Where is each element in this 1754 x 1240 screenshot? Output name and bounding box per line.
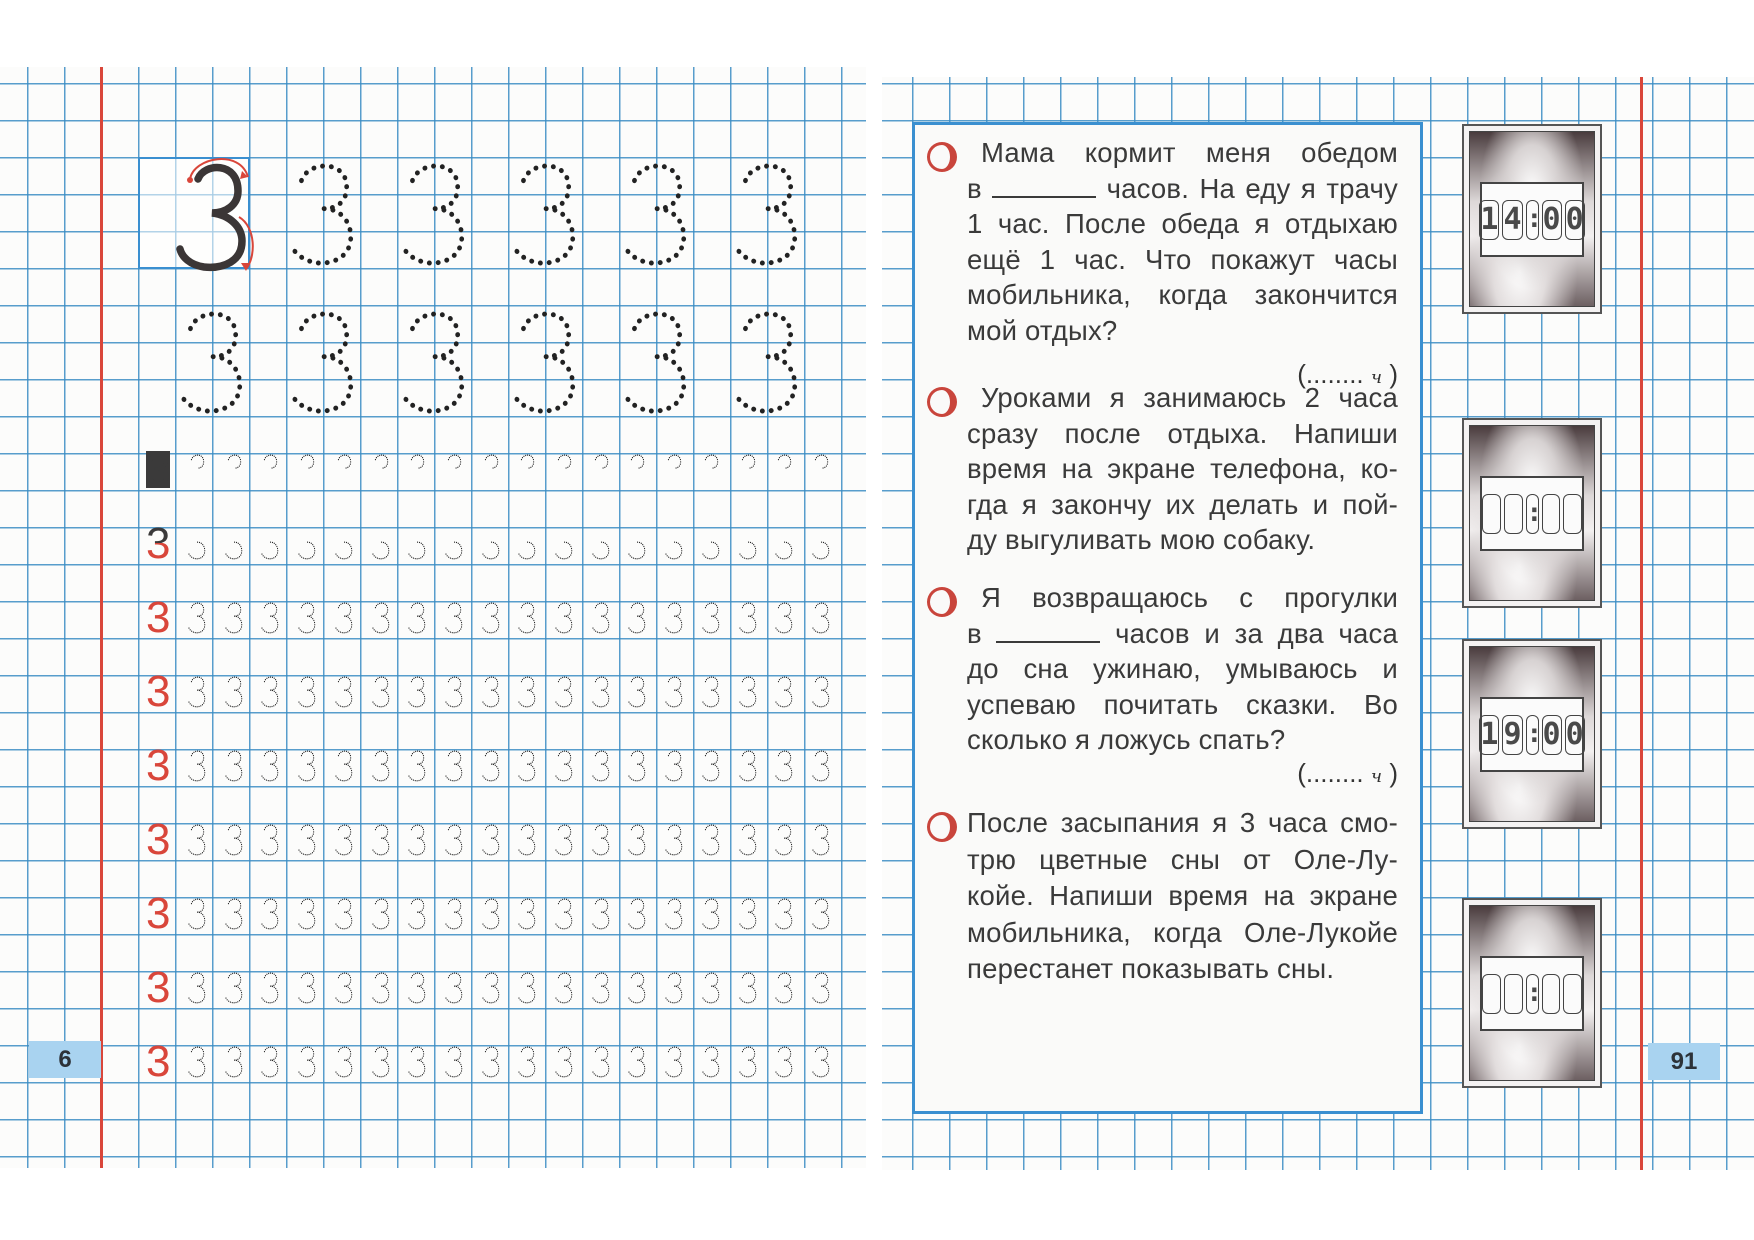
task-bullet-icon: [927, 812, 957, 842]
dotted-digit-3-small: [224, 971, 244, 1004]
dotted-digit-3-small: [224, 749, 244, 782]
dotted-digit-3-small: [591, 1045, 611, 1078]
dotted-digit-3-small: [738, 823, 758, 856]
dotted-digit-3-small: [554, 527, 574, 560]
left-page-digit-3-copybook: [0, 67, 866, 1168]
page-number-right: 91: [1648, 1043, 1720, 1080]
task-4-text: После засыпания я 3 часа смо- трю цветные сны от Оле-Лу- койе. Напиши время на экране мобильника, когда Оле-Лукойе перестанет показывать сны.: [967, 807, 1398, 984]
phone-screen: [1469, 131, 1595, 307]
phone-screen: [1469, 905, 1595, 1081]
dotted-digit-3-small: [371, 453, 391, 486]
dotted-digit-3-small: [260, 453, 280, 486]
dotted-digit-3-small: [187, 823, 207, 856]
reference-digit-3: 3: [146, 445, 171, 494]
dotted-digit-3-small: [481, 453, 501, 486]
dotted-digit-3-small: [664, 749, 684, 782]
dotted-digit-3-small: [260, 1045, 280, 1078]
dotted-digit-3-small: [444, 971, 464, 1004]
phone-clock-3: [1462, 639, 1602, 829]
dotted-digit-3-small: [371, 675, 391, 708]
dotted-digit-3-small: [738, 749, 758, 782]
dotted-digit-3-small: [774, 971, 794, 1004]
dotted-digit-3-small: [407, 601, 427, 634]
reference-digit-3: 3: [146, 815, 171, 864]
dotted-digit-3-small: [664, 675, 684, 708]
dotted-digit-3-small: [224, 453, 244, 486]
dotted-digit-3-small: [334, 823, 354, 856]
dotted-digit-3-small: [774, 1045, 794, 1078]
dotted-digit-3-small: [444, 601, 464, 634]
dotted-digit-3-small: [224, 1045, 244, 1078]
page-number-left: 6: [29, 1041, 101, 1078]
dotted-digit-3-small: [224, 601, 244, 634]
dotted-digit-3-small: [554, 1045, 574, 1078]
dotted-digit-3-small: [407, 897, 427, 930]
dotted-digit-3-large: [285, 159, 359, 267]
dotted-digit-3-small: [774, 675, 794, 708]
answer-blank-1[interactable]: [992, 174, 1096, 198]
dotted-digit-3-small: [334, 1045, 354, 1078]
dotted-digit-3-small: [407, 453, 427, 486]
dotted-digit-3-small: [260, 527, 280, 560]
dotted-digit-3-small: [738, 601, 758, 634]
dotted-digit-3-small: [187, 749, 207, 782]
dotted-digit-3-small: [774, 823, 794, 856]
red-margin-line: [100, 67, 103, 1168]
dotted-digit-3-small: [407, 675, 427, 708]
dotted-digit-3-small: [701, 1045, 721, 1078]
dotted-digit-3-small: [481, 601, 501, 634]
dotted-digit-3-small: [260, 823, 280, 856]
dotted-digit-3-small: [407, 971, 427, 1004]
dotted-digit-3-small: [224, 527, 244, 560]
dotted-digit-3-small: [517, 527, 537, 560]
dotted-digit-3-small: [224, 897, 244, 930]
dotted-digit-3-small: [517, 1045, 537, 1078]
dotted-digit-3-small: [774, 601, 794, 634]
dotted-digit-3-small: [334, 527, 354, 560]
clock-display: 1 4 : 0 0: [1480, 182, 1584, 257]
right-page-time-tasks: [882, 77, 1754, 1170]
dotted-digit-3-small: [738, 453, 758, 486]
dotted-digit-3-small: [664, 897, 684, 930]
dotted-digit-3-small: [554, 897, 574, 930]
dotted-digit-3-large: [507, 307, 581, 415]
dotted-digit-3-small: [627, 1045, 647, 1078]
dotted-digit-3-small: [334, 749, 354, 782]
clock-display-answer[interactable]: :: [1480, 956, 1584, 1031]
clock-display: 1 9 : 0 0: [1480, 697, 1584, 772]
dotted-digit-3-small: [591, 823, 611, 856]
phone-clock-4-blank: [1462, 898, 1602, 1088]
dotted-digit-3-small: [554, 453, 574, 486]
dotted-digit-3-small: [701, 749, 721, 782]
dotted-digit-3-small: [187, 601, 207, 634]
dotted-digit-3-small: [591, 675, 611, 708]
answer-hours-field-1[interactable]: (........ ч ): [1297, 359, 1398, 389]
phone-clock-1: [1462, 124, 1602, 314]
dotted-digit-3-small: [517, 897, 537, 930]
dotted-digit-3-small: [371, 527, 391, 560]
answer-blank-3[interactable]: [996, 619, 1100, 643]
dotted-digit-3-small: [407, 823, 427, 856]
dotted-digit-3-small: [444, 453, 464, 486]
dotted-digit-3-small: [187, 1045, 207, 1078]
dotted-digit-3-large: [729, 307, 803, 415]
dotted-digit-3-small: [591, 897, 611, 930]
dotted-digit-3-small: [517, 971, 537, 1004]
dotted-digit-3-small: [664, 601, 684, 634]
dotted-digit-3-large: [618, 307, 692, 415]
dotted-digit-3-large: [507, 159, 581, 267]
dotted-digit-3-small: [297, 1045, 317, 1078]
dotted-digit-3-small: [811, 601, 831, 634]
dotted-digit-3-small: [517, 601, 537, 634]
dotted-digit-3-small: [627, 971, 647, 1004]
dotted-digit-3-small: [701, 675, 721, 708]
dotted-digit-3-small: [591, 527, 611, 560]
dotted-digit-3-small: [444, 1045, 464, 1078]
dotted-digit-3-small: [481, 823, 501, 856]
dotted-digit-3-small: [811, 971, 831, 1004]
dotted-digit-3-small: [371, 1045, 391, 1078]
dotted-digit-3-small: [554, 675, 574, 708]
dotted-digit-3-small: [627, 749, 647, 782]
dotted-digit-3-small: [627, 897, 647, 930]
dotted-digit-3-small: [627, 453, 647, 486]
dotted-digit-3-small: [444, 749, 464, 782]
task-bullet-icon: [927, 387, 957, 417]
dotted-digit-3-small: [334, 971, 354, 1004]
dotted-digit-3-small: [260, 675, 280, 708]
dotted-digit-3-small: [334, 453, 354, 486]
reference-digit-3: 3: [146, 667, 171, 716]
task-2-text: Уроками я занимаюсь 2 часа сразу после отдыха. Напиши время на экране телефона, ко- гда я закончу их делать и пой- ду выгуливать мою собаку.: [967, 382, 1398, 555]
dotted-digit-3-small: [260, 601, 280, 634]
dotted-digit-3-small: [407, 749, 427, 782]
dotted-digit-3-small: [407, 1045, 427, 1078]
dotted-digit-3-small: [187, 675, 207, 708]
task-1-text: Мама кормит меня обедом в часов. На еду я трачу 1 час. После обеда я отдыхаю ещё 1 час. Что покажут часы мобильника, когда закончится мой отдых?: [967, 137, 1399, 346]
dotted-digit-3-small: [297, 675, 317, 708]
dotted-digit-3-small: [297, 601, 317, 634]
phone-clock-2-blank: [1462, 418, 1602, 608]
dotted-digit-3-small: [260, 897, 280, 930]
dotted-digit-3-small: [371, 897, 391, 930]
dotted-digit-3-small: [701, 453, 721, 486]
dotted-digit-3-small: [627, 527, 647, 560]
reference-digit-3: 3: [146, 741, 171, 790]
phone-screen: [1469, 646, 1595, 822]
dotted-digit-3-small: [554, 971, 574, 1004]
dotted-digit-3-small: [664, 971, 684, 1004]
dotted-digit-3-small: [297, 897, 317, 930]
dotted-digit-3-small: [738, 527, 758, 560]
dotted-digit-3-small: [517, 823, 537, 856]
dotted-digit-3-small: [334, 675, 354, 708]
dotted-digit-3-large: [285, 307, 359, 415]
red-margin-line-right: [1640, 77, 1643, 1170]
dotted-digit-3-small: [701, 601, 721, 634]
dotted-digit-3-small: [297, 823, 317, 856]
dotted-digit-3-small: [407, 527, 427, 560]
task-3-text: Я возвращаюсь с прогулки в часов и за два часа до сна ужинаю, умываюсь и успеваю почитать сказки. Во сколько я ложусь спать?: [967, 582, 1398, 755]
dotted-digit-3-small: [481, 897, 501, 930]
dotted-digit-3-small: [627, 675, 647, 708]
reference-digit-3: 3: [146, 519, 171, 568]
dotted-digit-3-small: [371, 971, 391, 1004]
dotted-digit-3-small: [738, 897, 758, 930]
dotted-digit-3-small: [444, 897, 464, 930]
dotted-digit-3-small: [627, 601, 647, 634]
dotted-digit-3-small: [481, 527, 501, 560]
dotted-digit-3-small: [517, 749, 537, 782]
dotted-digit-3-small: [738, 675, 758, 708]
dotted-digit-3-small: [738, 1045, 758, 1078]
task-bullet-icon: [927, 142, 957, 172]
dotted-digit-3-small: [517, 675, 537, 708]
dotted-digit-3-small: [811, 823, 831, 856]
dotted-digit-3-small: [811, 675, 831, 708]
dotted-digit-3-small: [774, 527, 794, 560]
dotted-digit-3-small: [517, 453, 537, 486]
dotted-digit-3-small: [811, 749, 831, 782]
dotted-digit-3-small: [187, 971, 207, 1004]
dotted-digit-3-small: [554, 823, 574, 856]
dotted-digit-3-small: [481, 675, 501, 708]
dotted-digit-3-small: [334, 897, 354, 930]
dotted-digit-3-small: [701, 823, 721, 856]
dotted-digit-3-small: [260, 971, 280, 1004]
task-bullet-icon: [927, 587, 957, 617]
dotted-digit-3-small: [260, 749, 280, 782]
dotted-digit-3-small: [811, 1045, 831, 1078]
dotted-digit-3-large: [396, 159, 470, 267]
dotted-digit-3-large: [729, 159, 803, 267]
dotted-digit-3-small: [591, 971, 611, 1004]
dotted-digit-3-small: [444, 527, 464, 560]
clock-display-answer[interactable]: :: [1480, 476, 1584, 551]
dotted-digit-3-small: [664, 527, 684, 560]
dotted-digit-3-large: [174, 307, 248, 415]
dotted-digit-3-small: [444, 823, 464, 856]
dotted-digit-3-small: [297, 749, 317, 782]
dotted-digit-3-small: [334, 601, 354, 634]
dotted-digit-3-small: [481, 749, 501, 782]
dotted-digit-3-small: [297, 453, 317, 486]
task-box: [912, 122, 1423, 1114]
dotted-digit-3-small: [481, 971, 501, 1004]
dotted-digit-3-small: [701, 897, 721, 930]
dotted-digit-3-small: [554, 749, 574, 782]
dotted-digit-3-small: [187, 527, 207, 560]
dotted-digit-3-small: [554, 601, 574, 634]
reference-digit-3: 3: [146, 1037, 171, 1086]
reference-digit-3: 3: [146, 593, 171, 642]
dotted-digit-3-small: [371, 823, 391, 856]
dotted-digit-3-small: [187, 453, 207, 486]
dotted-digit-3-small: [224, 823, 244, 856]
dotted-digit-3-small: [591, 453, 611, 486]
dotted-digit-3-small: [811, 453, 831, 486]
dotted-digit-3-small: [591, 601, 611, 634]
dotted-digit-3-small: [297, 971, 317, 1004]
reference-digit-3: 3: [146, 963, 171, 1012]
dotted-digit-3-small: [774, 453, 794, 486]
dotted-digit-3-small: [701, 971, 721, 1004]
reference-digit-3: 3: [146, 889, 171, 938]
dotted-digit-3-small: [481, 1045, 501, 1078]
dotted-digit-3-small: [224, 675, 244, 708]
dotted-digit-3-small: [187, 897, 207, 930]
dotted-digit-3-large: [618, 159, 692, 267]
dotted-digit-3-small: [774, 749, 794, 782]
dotted-digit-3-small: [664, 1045, 684, 1078]
phone-screen: [1469, 425, 1595, 601]
dotted-digit-3-large: [396, 307, 470, 415]
dotted-digit-3-small: [627, 823, 647, 856]
dotted-digit-3-small: [774, 897, 794, 930]
example-digit-3-with-arrows: [138, 157, 258, 272]
dotted-digit-3-small: [371, 601, 391, 634]
dotted-digit-3-small: [811, 527, 831, 560]
dotted-digit-3-small: [297, 527, 317, 560]
dotted-digit-3-small: [664, 453, 684, 486]
dotted-digit-3-small: [738, 971, 758, 1004]
dotted-digit-3-small: [591, 749, 611, 782]
dotted-digit-3-small: [664, 823, 684, 856]
dotted-digit-3-small: [444, 675, 464, 708]
dotted-digit-3-small: [371, 749, 391, 782]
answer-hours-field-3[interactable]: (........ ч ): [1297, 758, 1398, 788]
dotted-digit-3-small: [811, 897, 831, 930]
dotted-digit-3-small: [701, 527, 721, 560]
